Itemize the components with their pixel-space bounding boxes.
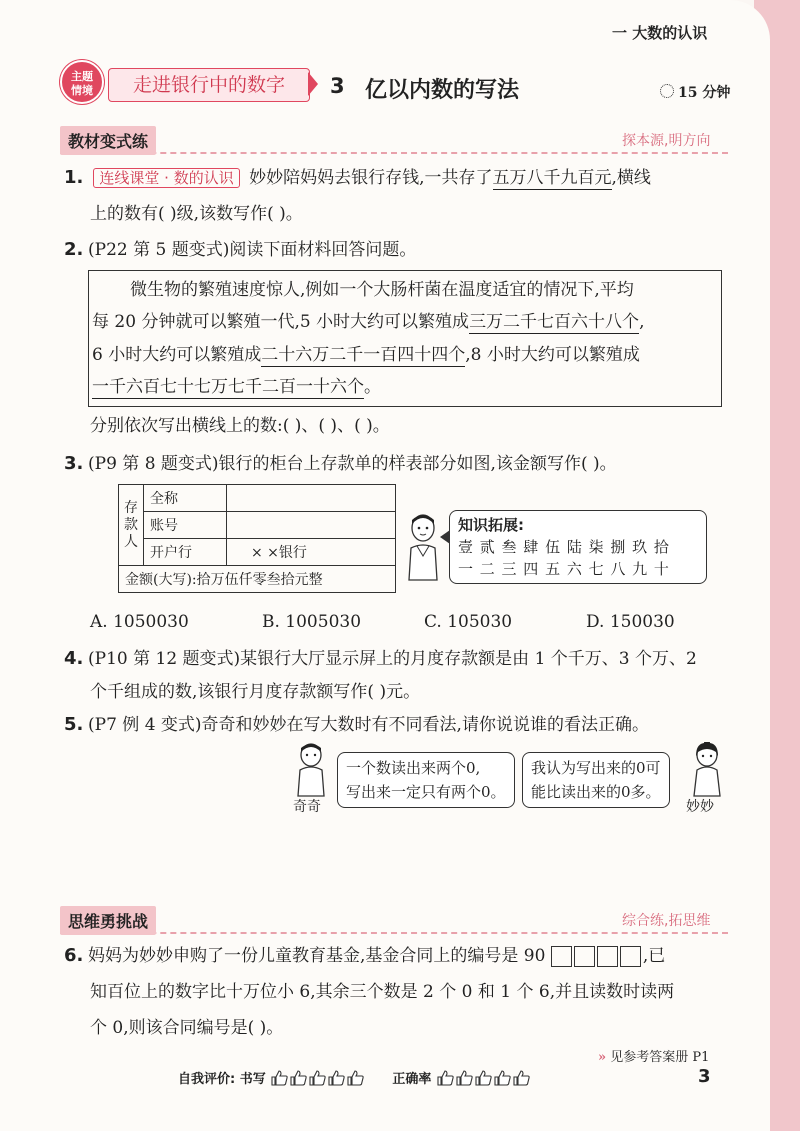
form-depositor-label: 存款人 bbox=[119, 485, 144, 566]
q1-line1 bbox=[64, 166, 651, 190]
q2-underline-2: 二十六万二千一百四十四个 bbox=[261, 345, 466, 365]
q1-text-b: ,横线 bbox=[611, 168, 651, 188]
knowledge-capital-numerals: 壹 贰 叁 肆 伍 陆 柒 捌 玖 拾 bbox=[458, 538, 670, 556]
q1-line2: 上的数有( )级,该数写作( )。 bbox=[90, 204, 303, 224]
clock-icon bbox=[660, 84, 674, 98]
qiqi-speech-bubble bbox=[337, 752, 515, 808]
miaomiao-figure-icon bbox=[690, 742, 724, 802]
q4-line2: 个千组成的数,该银行月度存款额写作( )元。 bbox=[90, 682, 421, 702]
q1-tag: 连线课堂 · 数的认识 bbox=[93, 168, 239, 188]
lesson-title: 亿以内数的写法 bbox=[365, 78, 520, 103]
knowledge-simple-numerals: 一 二 三 四 五 六 七 八 九 十 bbox=[458, 560, 670, 578]
theme-badge: 主题情境 bbox=[60, 60, 104, 104]
q6-text-b: ,已 bbox=[642, 946, 666, 966]
thumbs-up-icon[interactable] bbox=[347, 1070, 364, 1090]
theme-arrow-icon bbox=[308, 72, 318, 96]
q2-underline-1: 三万二千七百六十八个 bbox=[469, 312, 640, 332]
miaomiao-speech-bubble bbox=[522, 752, 670, 808]
form-bank-label: 开户行 bbox=[144, 539, 227, 566]
q2-para-line4 bbox=[92, 375, 381, 399]
qiqi-speech-line2: 写出来一定只有两个0。 bbox=[346, 783, 506, 801]
form-amount: 金额(大写):拾万伍仟零叁拾元整 bbox=[119, 566, 396, 593]
q6-text-a: 妈妈为妙妙申购了一份儿童教育基金,基金合同上的编号是 90 bbox=[88, 946, 546, 966]
chapter-label: 一 大数的认识 bbox=[612, 24, 708, 42]
q3-option-b[interactable]: B. 1005030 bbox=[262, 612, 362, 632]
q2-p3-text-b: ,8 小时大约可以繁殖成 bbox=[465, 345, 640, 365]
q4-line1 bbox=[64, 647, 697, 671]
q2-number: 2. bbox=[64, 239, 84, 260]
accuracy-thumbs bbox=[436, 1072, 531, 1087]
double-chevron-icon: » bbox=[598, 1050, 607, 1065]
q4-number: 4. bbox=[64, 648, 84, 669]
q2-underline-3: 一千六百七十七万七千二百一十六个 bbox=[92, 377, 364, 397]
qiqi-name: 奇奇 bbox=[293, 799, 321, 815]
miaomiao-name: 妙妙 bbox=[686, 799, 714, 815]
digit-box[interactable] bbox=[620, 946, 641, 967]
thumbs-up-icon[interactable] bbox=[494, 1070, 511, 1090]
q1-number: 1. bbox=[64, 167, 84, 188]
q2-p3-text-a: 6 小时大约可以繁殖成 bbox=[92, 345, 262, 365]
q2-title-text: (P22 第 5 题变式)阅读下面材料回答问题。 bbox=[88, 240, 417, 260]
q6-line3: 个 0,则该合同编号是( )。 bbox=[90, 1018, 284, 1038]
form-account-label: 账号 bbox=[144, 512, 227, 539]
thumbs-up-icon[interactable] bbox=[456, 1070, 473, 1090]
section-title-practice: 教材变式练 bbox=[60, 126, 156, 155]
form-bank-value: × ×银行 bbox=[227, 539, 396, 566]
q3-number: 3. bbox=[64, 453, 84, 474]
deposit-form bbox=[118, 484, 396, 593]
answer-reference: » 见参考答案册 P1 bbox=[598, 1050, 710, 1065]
digit-box[interactable] bbox=[597, 946, 618, 967]
form-account-value bbox=[227, 512, 396, 539]
q4-text-1: (P10 第 12 题变式)某银行大厅显示屏上的月度存款额是由 1 个千万、3 个万、2 bbox=[88, 649, 697, 669]
thumbs-up-icon[interactable] bbox=[309, 1070, 326, 1090]
digit-box[interactable] bbox=[574, 946, 595, 967]
q5-line bbox=[64, 713, 649, 737]
qiqi-figure-icon bbox=[294, 742, 328, 802]
form-name-label: 全称 bbox=[144, 485, 227, 512]
qiqi-speech-line1: 一个数读出来两个0, bbox=[346, 759, 481, 777]
q3-option-d[interactable]: D. 150030 bbox=[586, 612, 675, 632]
section-title-challenge: 思维勇挑战 bbox=[60, 906, 156, 935]
q5-number: 5. bbox=[64, 714, 84, 735]
page-number: 3 bbox=[698, 1066, 711, 1087]
time-estimate: 15 分钟 bbox=[678, 85, 731, 101]
self-eval-label: 自我评价: bbox=[178, 1072, 236, 1087]
digit-box[interactable] bbox=[551, 946, 572, 967]
teacher-figure-icon bbox=[405, 512, 441, 586]
q3-option-c[interactable]: C. 105030 bbox=[424, 612, 513, 632]
q3-option-a[interactable]: A. 1050030 bbox=[90, 612, 189, 632]
section-tag-challenge: 综合练,拓思维 bbox=[622, 913, 711, 929]
thumbs-up-icon[interactable] bbox=[513, 1070, 530, 1090]
q6-number: 6. bbox=[64, 945, 84, 966]
knowledge-title: 知识拓展: bbox=[458, 516, 524, 534]
writing-thumbs bbox=[270, 1072, 365, 1087]
q3-line bbox=[64, 452, 617, 476]
q2-answer-line: 分别依次写出横线上的数:( )、( )、( )。 bbox=[90, 416, 390, 436]
self-evaluation bbox=[178, 1068, 531, 1090]
q3-text: (P9 第 8 题变式)银行的柜台上存款单的样表部分如图,该金额写作( )。 bbox=[88, 454, 617, 474]
thumbs-up-icon[interactable] bbox=[437, 1070, 454, 1090]
thumbs-up-icon[interactable] bbox=[475, 1070, 492, 1090]
section-tag-practice: 探本源,明方向 bbox=[622, 133, 711, 149]
q2-para-line3 bbox=[92, 343, 640, 367]
q2-para-line1: 微生物的繁殖速度惊人,例如一个大肠杆菌在温度适宜的情况下,平均 bbox=[130, 280, 634, 300]
q6-line2: 知百位上的数字比十万位小 6,其余三个数是 2 个 0 和 1 个 6,并且读数时读两 bbox=[90, 982, 675, 1002]
lesson-number: 3 bbox=[330, 74, 345, 98]
thumbs-up-icon[interactable] bbox=[271, 1070, 288, 1090]
q2-para-line2: 每 20 分钟就可以繁殖一代,5 小时大约可以繁殖成三万二千七百六十八个, bbox=[92, 312, 645, 332]
q6-line1 bbox=[64, 944, 665, 968]
theme-title: 走进银行中的数字 bbox=[108, 68, 310, 102]
writing-label: 书写 bbox=[239, 1072, 266, 1087]
thumbs-up-icon[interactable] bbox=[328, 1070, 345, 1090]
q2-p4-end: 。 bbox=[364, 377, 381, 397]
q2-title bbox=[64, 238, 416, 262]
accuracy-label: 正确率 bbox=[392, 1072, 432, 1087]
miaomiao-speech-line1: 我认为写出来的0可 bbox=[531, 759, 661, 777]
form-name-value bbox=[227, 485, 396, 512]
knowledge-bubble bbox=[449, 510, 707, 584]
q5-text: (P7 例 4 变式)奇奇和妙妙在写大数时有不同看法,请你说说谁的看法正确。 bbox=[88, 715, 649, 735]
miaomiao-speech-line2: 能比读出来的0多。 bbox=[531, 783, 661, 801]
thumbs-up-icon[interactable] bbox=[290, 1070, 307, 1090]
q1-text-a: 妙妙陪妈妈去银行存钱,一共存了 bbox=[249, 168, 493, 188]
q1-underlined-number: 五万八千九百元 bbox=[492, 168, 612, 188]
q2-p2-text: 每 20 分钟就可以繁殖一代,5 小时大约可以繁殖成 bbox=[92, 312, 470, 332]
